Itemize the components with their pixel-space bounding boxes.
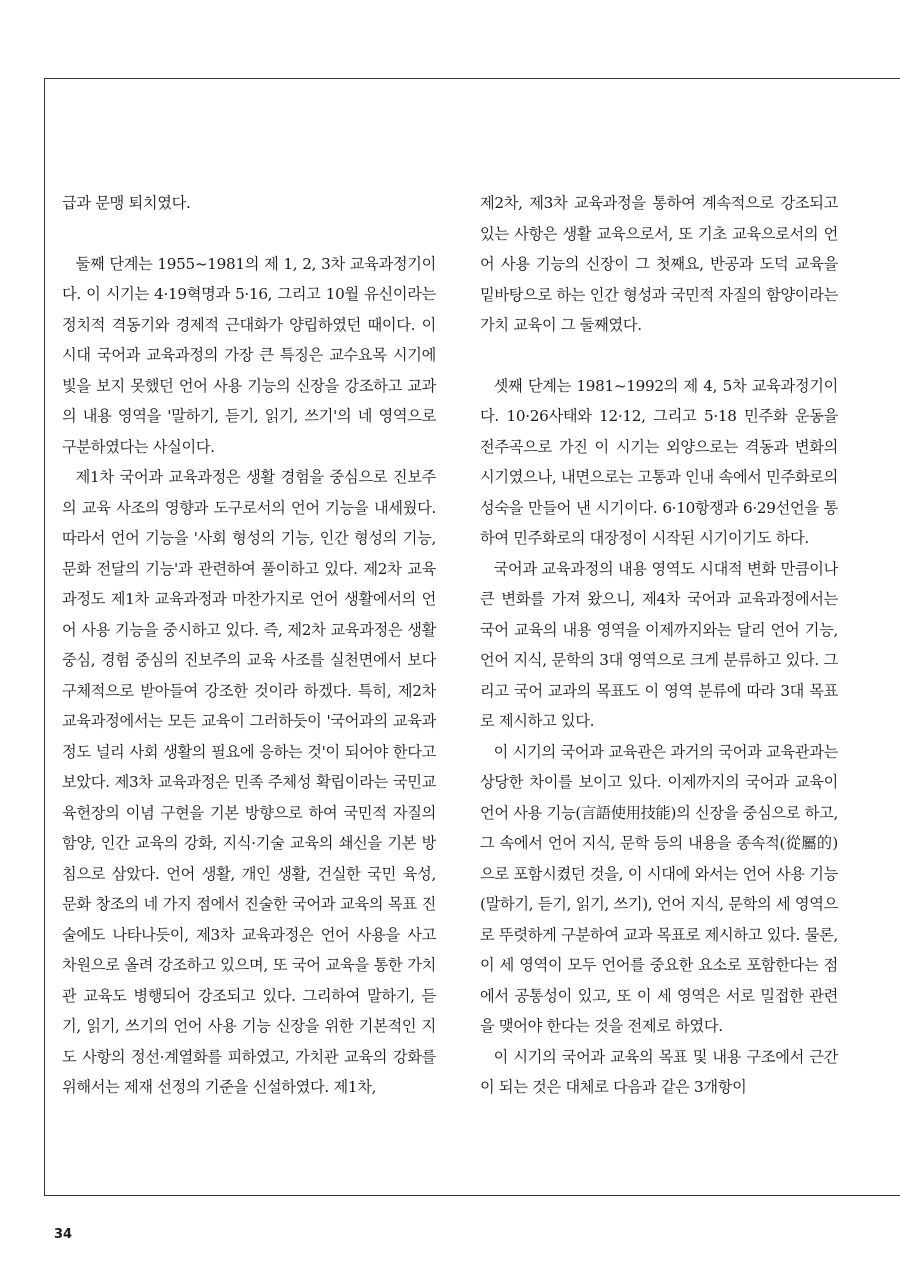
paragraph: 급과 문맹 퇴치였다. [62,194,191,212]
paragraph: 제2차, 제3차 교육과정을 통하여 계속적으로 강조되고 있는 사항은 생활 교육으로서, 또 기초 교육으로서의 언어 사용 기능의 신장이 그 첫째요, 반공과 도덕 교육을 밑바탕으로 하는 인간 형성과 국민적 자질의 함양이라는 가치 교육이 그 둘째였다. [480,194,838,334]
page-number: 34 [54,1227,73,1242]
right-column [480,188,838,1103]
paragraph: 이 시기의 국어과 교육관은 과거의 국어과 교육관과는 상당한 차이를 보이고 있다. 이제까지의 국어과 교육이 언어 사용 기능(言語使用技能)의 신장을 중심으로 하고, 그 속에서 언어 지식, 문학 등의 내용을 종속적(從屬的)으로 포함시켰던 것을, 이 시대에 와서는 언어 사용 기능(말하기, 듣기, 읽기, 쓰기), 언어 지식, 문학의 세 영역으로 뚜렷하게 구분하여 교과 목표로 제시하고 있다. 물론, 이 세 영역이 모두 언어를 중요한 요소로 포함한다는 점에서 공통성이 있고, 또 이 세 영역은 서로 밀접한 관련을 맺어야 한다는 것을 전제로 하였다. [480,742,838,1035]
paragraph: 이 시기의 국어과 교육의 목표 및 내용 구조에서 근간이 되는 것은 대체로 다음과 같은 3개항이 [480,1047,838,1096]
left-column [62,188,436,1103]
paragraph: 둘째 단계는 1955~1981의 제 1, 2, 3차 교육과정기이다. 이 시기는 4·19혁명과 5·16, 그리고 10월 유신이라는 정치적 격동기와 경제적 근대화가 양립하였던 때이다. 이 시대 국어과 교육과정의 가장 큰 특징은 교수요목 시기에 빛을 보지 못했던 언어 사용 기능의 신장을 강조하고 교과의 내용 영역을 '말하기, 듣기, 읽기, 쓰기'의 네 영역으로 구분하였다는 사실이다. [62,254,436,456]
paragraph: 국어과 교육과정의 내용 영역도 시대적 변화 만큼이나 큰 변화를 가져 왔으니, 제4차 국어과 교육과정에서는 국어 교육의 내용 영역을 이제까지와는 달리 언어 기능, 언어 지식, 문학의 3대 영역으로 크게 분류하고 있다. 그리고 국어 교과의 목표도 이 영역 분류에 따라 3대 목표로 제시하고 있다. [480,559,838,730]
paragraph: 셋째 단계는 1981~1992의 제 4, 5차 교육과정기이다. 10·26사태와 12·12, 그리고 5·18 민주화 운동을 전주곡으로 가진 이 시기는 외양으로는 격동과 변화의 시기였으나, 내면으로는 고통과 인내 속에서 민주화로의 성숙을 만들어 낸 시기이다. 6·10항쟁과 6·29선언을 통하여 민주화로의 대장정이 시작된 시기이기도 하다. [480,376,838,547]
paragraph: 제1차 국어과 교육과정은 생활 경험을 중심으로 진보주의 교육 사조의 영향과 도구로서의 언어 기능을 내세웠다. 따라서 언어 기능을 '사회 형성의 기능, 인간 형성의 기능, 문화 전달의 기능'과 관련하여 풀이하고 있다. 제2차 교육과정도 제1차 교육과정과 마찬가지로 언어 생활에서의 언어 사용 기능을 중시하고 있다. 즉, 제2차 교육과정은 생활 중심, 경험 중심의 진보주의 교육 사조를 실천면에서 보다 구체적으로 받아들여 강조한 것이라 하겠다. 특히, 제2차 교육과정에서는 모든 교육이 그러하듯이 '국어과의 교육과정도 널리 사회 생활의 필요에 응하는 것'이 되어야 한다고 보았다. 제3차 교육과정은 민족 주체성 확립이라는 국민교육헌장의 이념 구현을 기본 방향으로 하여 국민적 자질의 함양, 인간 교육의 강화, 지식·기술 교육의 쇄신을 기본 방침으로 삼았다. 언어 생활, 개인 생활, 건실한 국민 육성, 문화 창조의 네 가지 점에서 진술한 국어과 교육의 목표 진술에도 나타나듯이, 제3차 교육과정은 언어 사용을 사고 차원으로 올려 강조하고 있으며, 또 국어 교육을 통한 가치관 교육도 병행되어 강조되고 있다. 그리하여 말하기, 듣기, 읽기, 쓰기의 언어 사용 기능 신장을 위한 기본적인 지도 사항의 정선·계열화를 피하였고, 가치관 교육의 강화를 위해서는 제재 선정의 기준을 신설하였다. 제1차, [62,468,436,1096]
